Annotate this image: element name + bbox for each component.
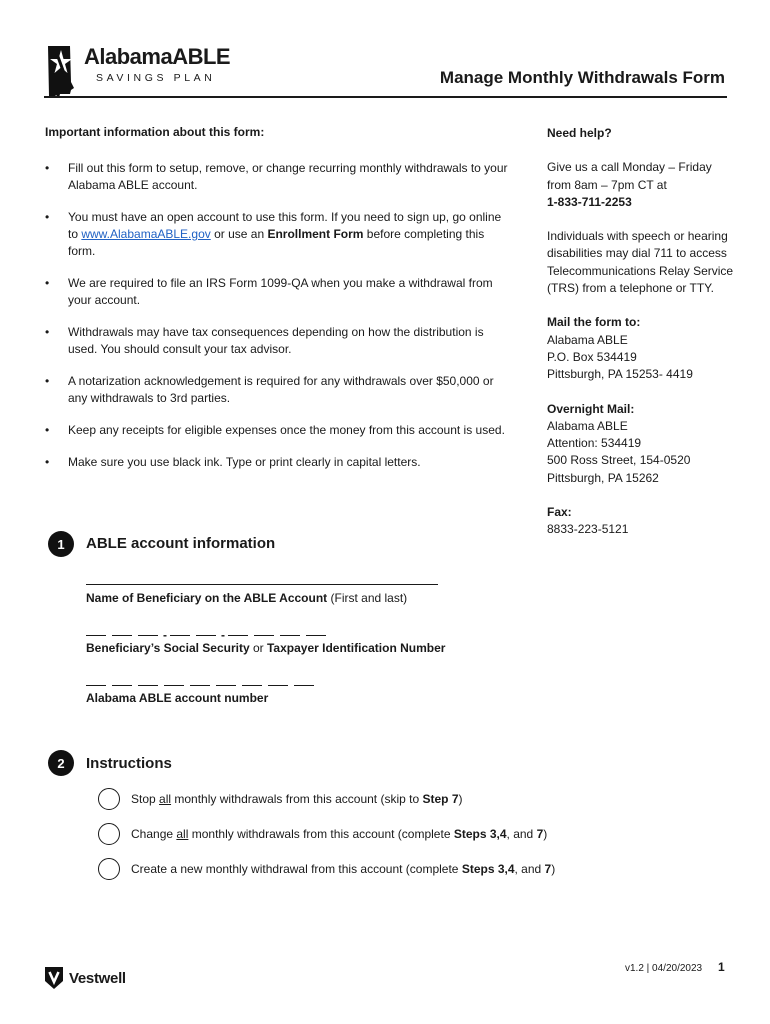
mail-heading: Mail the form to: <box>547 315 641 330</box>
form-title: Manage Monthly Withdrawals Form <box>439 68 725 87</box>
option-label: Stop all monthly withdrawals from this account (skip to Step 7) <box>131 792 463 806</box>
logo-subtitle: SAVINGS PLAN <box>96 72 216 84</box>
help-sidebar <box>547 125 737 539</box>
info-bullet: • Keep any receipts for eligible expenses once the money from this account is used. <box>45 422 510 439</box>
beneficiary-name-field[interactable] <box>86 584 438 585</box>
option-label: Create a new monthly withdrawal from this account (complete Steps 3,4, and 7) <box>131 862 556 876</box>
overnight-address-line: Alabama ABLE <box>547 418 628 433</box>
option-change-withdrawals[interactable] <box>98 823 547 845</box>
info-bullet: • Make sure you use black ink. Type or print clearly in capital letters. <box>45 454 510 471</box>
header-divider <box>44 96 727 98</box>
alabama-able-logo <box>44 42 234 98</box>
call-text: Give us a call Monday – Friday from 8am – 7pm CT at <box>547 160 712 192</box>
info-heading: Important information about this form: <box>45 125 265 139</box>
info-bullet: • Withdrawals may have tax consequences depending on how the distribution is used. You should consult your tax advisor. <box>45 324 510 358</box>
mail-address-line: Alabama ABLE <box>547 332 628 347</box>
overnight-address-line: Pittsburgh, PA 15262 <box>547 470 659 485</box>
account-number-label: Alabama ABLE account number <box>86 691 269 705</box>
info-bullet: • Fill out this form to setup, remove, or change recurring monthly withdrawals to your Alabama ABLE account. <box>45 160 510 194</box>
vestwell-wordmark: Vestwell <box>69 969 126 987</box>
fax-heading: Fax: <box>547 505 572 520</box>
beneficiary-name-label: Name of Beneficiary on the ABLE Account (First and last) <box>86 591 408 605</box>
radio-button[interactable] <box>98 823 120 845</box>
vestwell-shield-icon <box>44 966 64 990</box>
alabama-state-star-icon <box>44 42 82 98</box>
mail-address-line: Pittsburgh, PA 15253- 4419 <box>547 367 693 382</box>
section-2-title: Instructions <box>86 755 172 772</box>
ssn-field[interactable]: - - <box>86 628 332 642</box>
help-heading: Need help? <box>547 126 612 140</box>
help-phone: 1-833-711-2253 <box>547 194 632 209</box>
option-label: Change all monthly withdrawals from this account (complete Steps 3,4, and 7) <box>131 827 548 841</box>
ssn-label: Beneficiary’s Social Security or Taxpayer Identification Number <box>86 641 446 655</box>
page-number: 1 <box>718 960 725 974</box>
step-1-badge: 1 <box>48 531 74 557</box>
overnight-heading: Overnight Mail: <box>547 401 635 416</box>
logo-title: AlabamaABLE <box>84 44 231 69</box>
overnight-address-line: Attention: 534419 <box>547 436 642 451</box>
info-bullet: • We are required to file an IRS Form 1099-QA when you make a withdrawal from your account. <box>45 275 510 309</box>
section-1-title: ABLE account information <box>86 535 276 552</box>
vestwell-logo <box>44 966 126 990</box>
info-bullet: • A notarization acknowledgement is required for any withdrawals over $50,000 or any withdrawals to 3rd parties. <box>45 373 510 407</box>
option-stop-withdrawals[interactable] <box>98 788 463 810</box>
option-create-withdrawal[interactable] <box>98 858 555 880</box>
overnight-address-line: 500 Ross Street, 154-0520 <box>547 453 691 468</box>
step-2-badge: 2 <box>48 750 74 776</box>
info-bullet: • You must have an open account to use this form. If you need to sign up, go online to www.AlabamaABLE.gov or use an Enrollment Form before completing this form. <box>45 209 510 260</box>
alabama-able-website-link[interactable]: www.AlabamaABLE.gov <box>81 227 211 241</box>
mail-address-line: P.O. Box 534419 <box>547 349 637 364</box>
version-date: v1.2 | 04/20/2023 <box>625 963 703 974</box>
radio-button[interactable] <box>98 788 120 810</box>
fax-number: 8833-223-5121 <box>547 522 629 537</box>
account-number-field[interactable] <box>86 678 320 692</box>
trs-text: Individuals with speech or hearing disabilities may dial 711 to access Telecommunications Relay Service (TRS) from a telephone or TTY. <box>547 229 734 296</box>
info-bullet-list <box>45 160 510 471</box>
radio-button[interactable] <box>98 858 120 880</box>
